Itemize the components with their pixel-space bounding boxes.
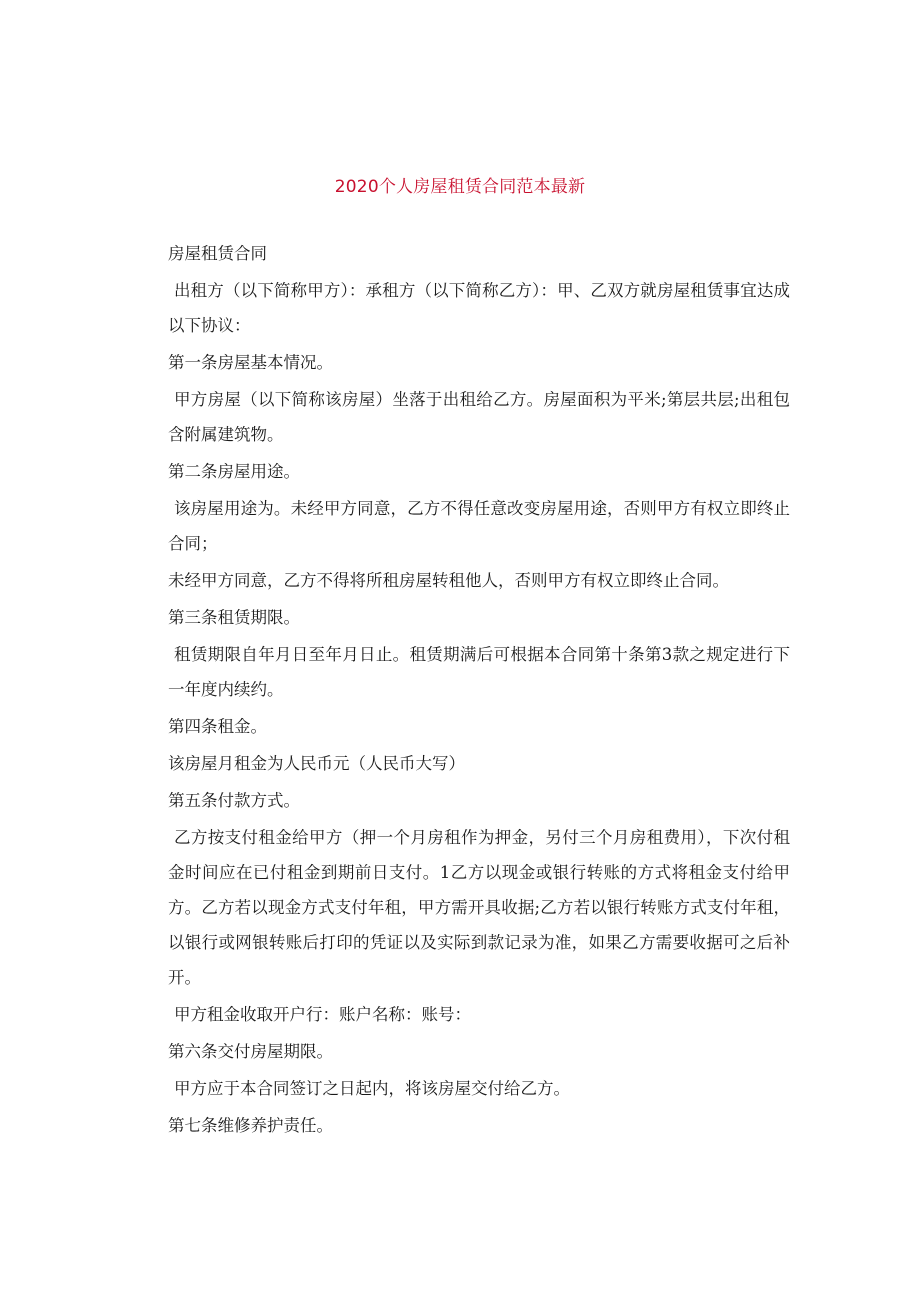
paragraph-article-7-heading: 第七条维修养护责任。 bbox=[168, 1116, 333, 1135]
paragraph-article-2-heading: 第二条房屋用途。 bbox=[168, 462, 300, 481]
paragraph-article-6-body: 甲方应于本合同签订之日起内，将该房屋交付给乙方。 bbox=[174, 1079, 570, 1098]
paragraph-article-3-heading: 第三条租赁期限。 bbox=[168, 608, 300, 627]
paragraph-bank-account: 甲方租金收取开户行：账户名称：账号： bbox=[174, 1005, 471, 1024]
paragraph-contract-heading: 房屋租赁合同 bbox=[168, 244, 267, 263]
document-title: 2020个人房屋租赁合同范本最新 bbox=[334, 177, 586, 197]
paragraph-article-3-body: 租赁期限自年月日至年月日止。租赁期满后可根据本合同第十条第3款之规定进行下一年度内续约。 bbox=[168, 645, 790, 699]
paragraph-article-4-body: 该房屋月租金为人民币元（人民币大写） bbox=[168, 754, 465, 773]
paragraph-parties: 出租方（以下简称甲方）：承租方（以下简称乙方）：甲、乙双方就房屋租赁事宜达成以下协议： bbox=[168, 281, 790, 335]
document-body bbox=[168, 236, 790, 1145]
paragraph-article-1-heading: 第一条房屋基本情况。 bbox=[168, 353, 333, 372]
paragraph-article-5-body: 乙方按支付租金给甲方（押一个月房租作为押金，另付三个月房租费用），下次付租金时间应在已付租金到期前日支付。1乙方以现金或银行转账的方式将租金支付给甲方。乙方若以现金方式支付年租，甲方需开具收据;乙方若以银行转账方式支付年租，以银行或网银转账后打印的凭证以及实际到款记录为准，如果乙方需要收据可之后补开。 bbox=[168, 828, 790, 987]
paragraph-article-5-heading: 第五条付款方式。 bbox=[168, 791, 300, 810]
paragraph-article-4-heading: 第四条租金。 bbox=[168, 717, 267, 736]
paragraph-article-1-body: 甲方房屋（以下简称该房屋）坐落于出租给乙方。房屋面积为平米;第层共层;出租包含附属建筑物。 bbox=[168, 390, 790, 444]
paragraph-article-6-heading: 第六条交付房屋期限。 bbox=[168, 1042, 333, 1061]
paragraph-article-2-sublet: 未经甲方同意，乙方不得将所租房屋转租他人，否则甲方有权立即终止合同。 bbox=[168, 571, 729, 590]
paragraph-article-2-body: 该房屋用途为。未经甲方同意，乙方不得任意改变房屋用途，否则甲方有权立即终止合同； bbox=[168, 499, 790, 553]
